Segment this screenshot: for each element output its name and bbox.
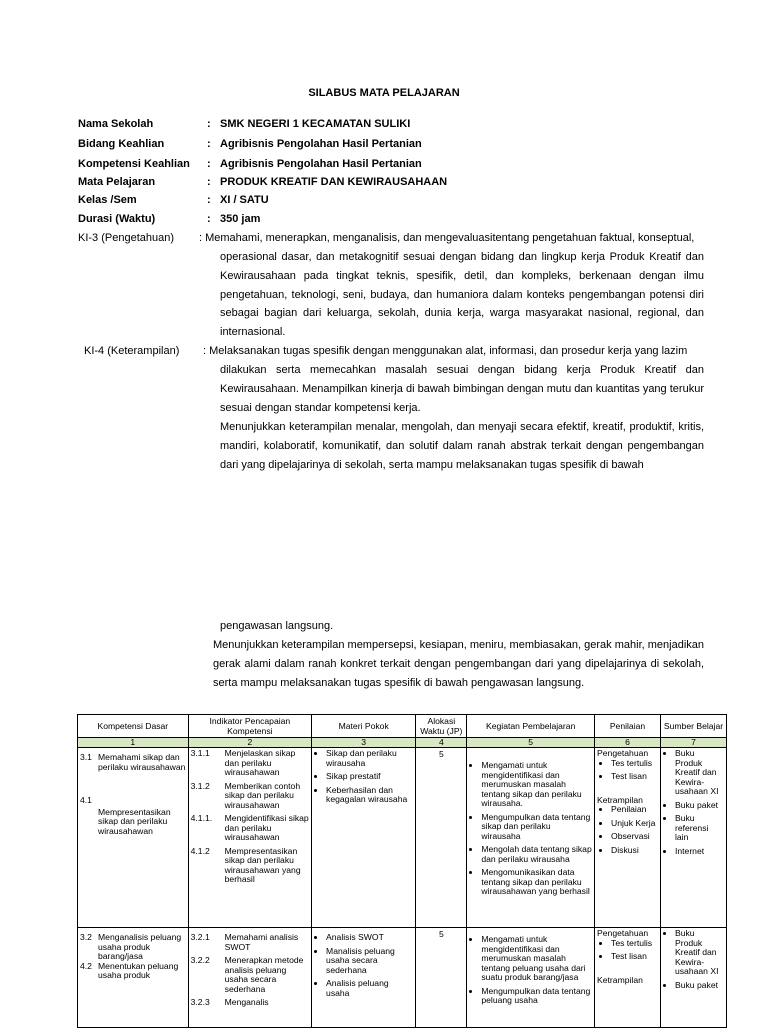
column-number: 3 [312,738,416,748]
materi-item: • Manalisis peluang usaha secara sederhana [326,947,413,976]
column-header: Kegiatan Pembelajaran [467,715,595,738]
kegiatan-cell [467,748,595,928]
materi-item: • Sikap prestatif [326,772,413,782]
indikator-number: 3.1.1 [190,748,210,758]
column-number: 7 [660,738,726,748]
kd-text: Menganalisis peluang usaha produk barang/jasa [98,932,182,961]
penilaian-title: Ketrampilan [597,974,643,985]
column-header: Penilaian [595,715,661,738]
alokasi-cell [416,748,467,928]
ki4-text: dilakukan serta memecahkan masalah sesuai dengan bidang kerja Produk Kreatif dan Kewirausahaan. Menampilkan kinerja di bawah bimbingan dengan mutu dan kuantitas yang terukur sesuai dengan standar kompetensi kerja. [220,364,704,414]
penilaian-item: • Observasi [611,832,658,842]
header-colon: : [207,213,211,225]
indikator-number: 4.1.2 [190,845,210,856]
penilaian-title: Pengetahuan [597,748,649,758]
table-row [78,928,727,1028]
indikator-number: 3.2.3 [190,997,210,1007]
penilaian-title: Pengetahuan [597,928,649,938]
indikator-number: 3.1.2 [190,780,210,791]
header-label: Bidang Keahlian [78,138,165,150]
penilaian-item: • Test lisan [611,772,658,782]
kegiatan-item: • Mengumpulkan data tentang peluang usaha [481,987,592,1006]
penilaian-item: • Tes tertulis [611,939,658,949]
sumber-cell [660,928,726,1028]
kegiatan-item: • Mengumpulkan data tentang sikap dan perilaku wirausaha [481,813,592,842]
header-value: Agribisnis Pengolahan Hasil Pertanian [220,138,422,150]
materi-cell [312,928,416,1028]
ki4-paragraph-2: Menunjukkan keterampilan menalar, mengolah, dan menyaji secara efektif, kreatif, produktif, kritis, mandiri, kolaboratif, komunikatif, dan solutif dalam ranah abstrak terkait dengan pengembangan dari yang dipelajarinya di sekolah, serta mampu melaksanakan tugas spesifik di bawah [220,421,704,471]
kd-number: 4.2 [80,960,92,971]
header-colon: : [207,176,211,188]
header-value: SMK NEGERI 1 KECAMATAN SULIKI [220,118,411,130]
header-value: 350 jam [220,213,261,225]
column-header: Kompetensi Dasar [78,715,189,738]
header-colon: : [207,158,211,170]
kd-text: Memahami sikap dan perilaku wirausahawan [98,752,186,772]
penilaian-item: • Test lisan [611,952,658,962]
ki4-paragraph-3: Menunjukkan keterampilan mempersepsi, kesiapan, meniru, membiasakan, gerak mahir, menjadikan gerak alami dalam ranah konkret terkait dengan pengembangan dari yang dipelajarinya di sekolah, serta mampu melaksanakan tugas spesifik di bawah pengawasan langsung. [213,639,704,689]
kd-text: Menentukan peluang usaha produk [98,960,179,980]
header-label: Kompetensi Keahlian [78,158,190,170]
column-number: 2 [188,738,311,748]
column-header: Materi Pokok [312,715,416,738]
ki3-text: operasional dasar, dan metakognitif sesuai dengan bidang dan lingkup kerja Produk Kreatif dan Kewirausahaan pada tingkat teknis, spesifik, detil, dan kompleks, berkenaan dengan ilmu pengetahuan, teknologi, seni, budaya, dan humaniora dalam konteks pengembangan potensi diri sebagai bagian dari keluarga, sekolah, dunia kerja, warga masyarakat nasional, regional, dan internasional. [220,251,704,339]
indikator-text: Menerapkan metode analisis peluang usaha secara sederhana [224,955,304,994]
kegiatan-item: • Mengamati untuk mengidentifikasi dan merumuskan masalah tentang sikap dan perilaku wirausaha. [481,761,592,809]
indikator-cell [188,748,311,928]
kd-number: 4.1 [80,795,92,805]
column-number-row [78,738,727,748]
header-label: Durasi (Waktu) [78,213,156,225]
penilaian-title: Ketrampilan [597,794,643,805]
penilaian-cell [595,928,661,1028]
kd-number: 3.1 [80,752,92,762]
indikator-text: Mempresentasikan sikap dan perilaku wirausahawan yang berhasil [224,845,301,884]
materi-cell [312,748,416,928]
penilaian-cell [595,748,661,928]
column-number: 4 [416,738,467,748]
kd-cell [78,748,189,928]
penilaian-item: • Unjuk Kerja [611,819,658,829]
column-header: Indikator Pencapaian Kompetensi [188,715,311,738]
kd-text: Mempresentasikan sikap dan perilaku wirausahawan [98,806,171,836]
materi-item: • Analisis SWOT [326,933,413,943]
header-value: XI / SATU [220,194,269,206]
indikator-number: 3.2.1 [190,932,210,942]
column-number: 5 [467,738,595,748]
alokasi-cell [416,928,467,1028]
indikator-text: Menganalis [224,997,269,1007]
syllabus-table [77,714,727,1028]
ki4-paragraph-2-end: pengawasan langsung. [220,620,334,632]
header-label: Nama Sekolah [78,118,154,130]
materi-item: • Keberhasilan dan kegagalan wirausaha [326,786,413,805]
penilaian-item: • Penilaian [611,805,658,815]
sumber-item: • Buku referensi lain [675,814,724,843]
indikator-text: Menjelaskan sikap dan perilaku wirausahawan [224,748,296,777]
header-label: Mata Pelajaran [78,176,156,188]
sumber-item: • Internet [675,847,724,857]
alokasi-value: 5 [438,749,444,759]
materi-item: • Analisis peluang usaha [326,979,413,998]
ki3-label: KI-3 (Pengetahuan) [78,232,175,244]
indikator-text: Mengidentifikasi sikap dan perilaku wirausahawan [224,813,309,842]
ki4-label: KI-4 (Keterampilan) [84,345,180,357]
sumber-item: • Buku Produk Kreatif dan Kewira-usahaan XI [675,929,724,977]
column-header: Sumber Belajar [660,715,726,738]
penilaian-item: • Tes tertulis [611,759,658,769]
column-header: Alokasi Waktu (JP) [416,715,467,738]
kegiatan-item: • Mengamati untuk mengidentifikasi dan merumuskan masalah tentang peluang usaha dari suatu produk barang/jasa [481,935,592,983]
indikator-number: 3.2.2 [190,955,210,965]
kegiatan-item: • Mengomunikasikan data tentang sikap dan perilaku wirausahawan yang berhasil [481,868,592,897]
indikator-text: Memahami analisis SWOT [224,932,299,952]
alokasi-value: 5 [438,929,444,939]
column-number: 1 [78,738,189,748]
penilaian-item: • Diskusi [611,846,658,856]
indikator-cell [188,928,311,1028]
header-colon: : [207,118,211,130]
header-colon: : [207,194,211,206]
ki3-first-line: : Memahami, menerapkan, menganalisis, dan mengevaluasitentang pengetahuan faktual, konseptual, [199,232,695,244]
header-colon: : [207,138,211,150]
sumber-item: • Buku paket [675,981,724,991]
ki4-first-line: : Melaksanakan tugas spesifik dengan menggunakan alat, informasi, dan prosedur kerja yang lazim [203,345,688,357]
header-value: PRODUK KREATIF DAN KEWIRAUSAHAAN [220,176,448,188]
table-header-row [78,715,727,738]
column-number: 6 [595,738,661,748]
kegiatan-cell [467,928,595,1028]
materi-item: • Sikap dan perilaku wirausaha [326,749,413,768]
kd-cell [78,928,189,1028]
sumber-cell [660,748,726,928]
table-row [78,748,727,928]
document-title: SILABUS MATA PELAJARAN [308,87,460,99]
sumber-item: • Buku paket [675,801,724,811]
kegiatan-item: • Mengolah data tentang sikap dan perilaku wirausaha [481,845,592,864]
header-value: Agribisnis Pengolahan Hasil Pertanian [220,158,422,170]
indikator-number: 4.1.1. [190,813,213,823]
sumber-item: • Buku Produk Kreatif dan Kewira-usahaan XI [675,749,724,797]
header-label: Kelas /Sem [78,194,137,206]
kd-number: 3.2 [80,932,92,942]
indikator-text: Memberikan contoh sikap dan perilaku wirausahawan [224,780,301,810]
